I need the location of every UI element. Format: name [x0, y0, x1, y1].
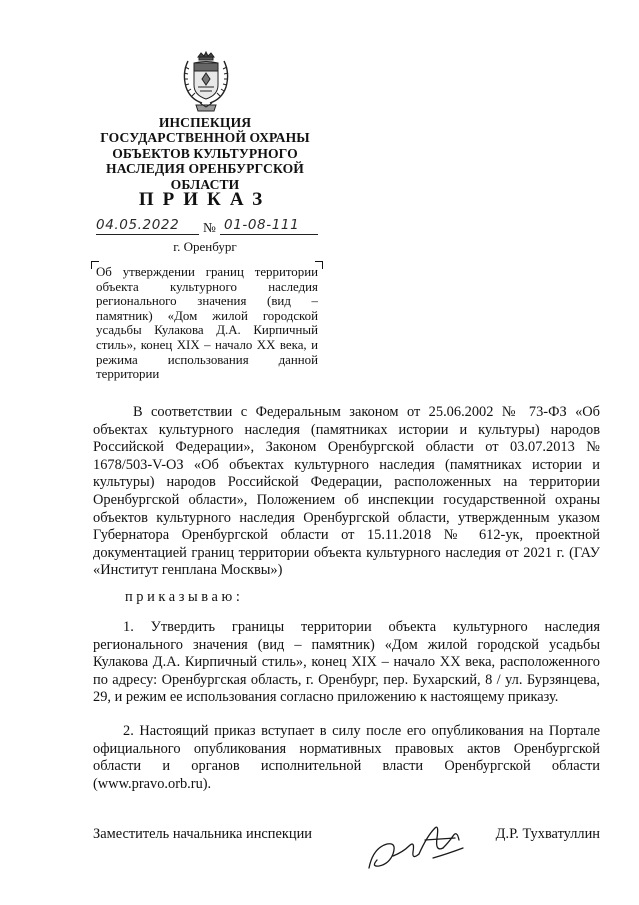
- date-underline: [96, 234, 199, 235]
- order-item-2: 2. Настоящий приказ вступает в силу после его опубликования на Портале официального опубликования нормативных правовых актов Оренбургской области и органов исполнительной власти Оренбургской области (www.pravo.orb.ru).: [93, 723, 600, 792]
- signer-position: Заместитель начальника инспекции: [93, 826, 312, 842]
- signer-name: Д.Р. Тухватуллин: [495, 826, 600, 842]
- signature-block: [93, 818, 600, 888]
- number-underline: [220, 234, 318, 235]
- order-date: 04.05.2022: [96, 217, 180, 233]
- document-type-title: ПРИКАЗ: [138, 189, 272, 210]
- handwritten-signature-icon: [363, 818, 473, 874]
- date-number-line: [96, 217, 326, 237]
- order-item-1: 1. Утвердить границы территории объекта культурного наследия регионального значения (вид – памятник) «Дом жилой городской усадьбы Кулакова Д.А. Кирпичный стиль», конец XIX – начало XX века, расположенного по адресу: Оренбургская область, г. Оренбург, пер. Бухарский, 8 / ул. Бурзянцева, 29, и режим ее использования согласно приложению к настоящему приказу.: [93, 619, 600, 706]
- organization-name: ИНСПЕКЦИЯ ГОСУДАРСТВЕННОЙ ОХРАНЫ ОБЪЕКТОВ КУЛЬТУРНОГО НАСЛЕДИЯ ОРЕНБУРГСКОЙ ОБЛАСТИ: [100, 115, 310, 192]
- number-sign: №: [203, 220, 216, 235]
- subject-block: [91, 261, 323, 383]
- intro-paragraph: В соответствии с Федеральным законом от 25.06.2002 № 73-ФЗ «Об объектах культурного наследия (памятниках истории и культуры) народов Российской Федерации», Законом Оренбургской области от 03.07.2013 № 1678/503-V-ОЗ «Об объектах культурного наследия (памятниках истории и культуры) народов Российской Федерации, расположенных на территории Оренбургской области», Положением об инспекции государственной охраны объектов культурного наследия Оренбургской области, утвержденным указом Губернатора Оренбургской области от 15.11.2018 № 612-ук, проектной документацией границ территории объекта культурного наследия от 2021 г. (ГАУ «Институт генплана Москвы»): [93, 404, 600, 579]
- order-word: приказываю:: [125, 589, 244, 605]
- order-number: 01-08-111: [224, 217, 300, 233]
- city-line: г. Оренбург: [173, 239, 237, 254]
- orenburg-coat-of-arms-icon: [176, 51, 236, 115]
- subject-text: Об утверждении границ территории объекта культурного наследия регионального значения (вид – памятник) «Дом жилой городской усадьбы Кулакова Д.А. Кирпичный стиль», конец XIX – начало XX века, и режима использования данной территории: [96, 265, 318, 382]
